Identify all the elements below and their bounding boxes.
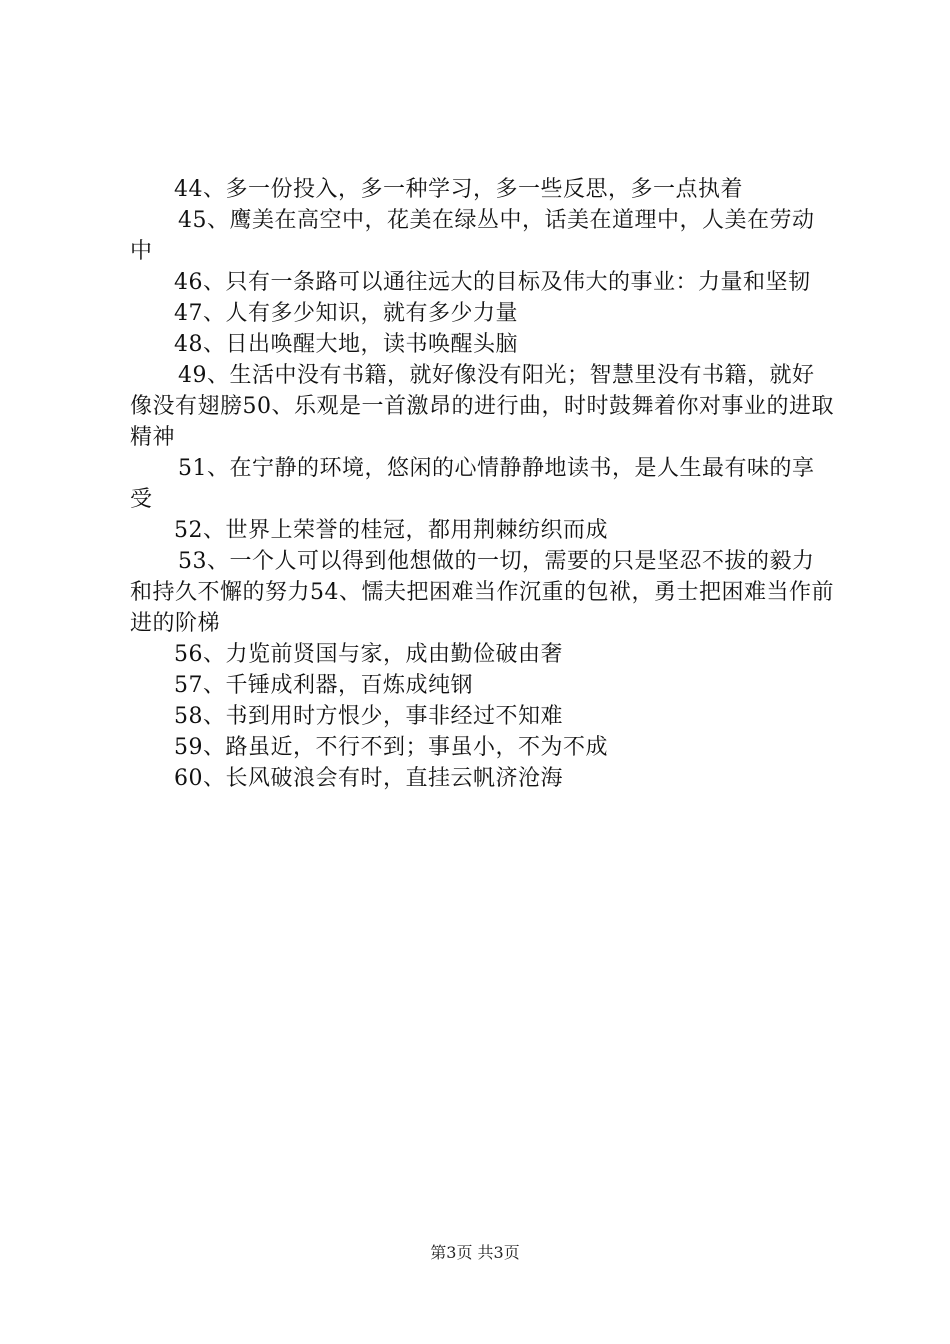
paragraph-45: 45、鹰美在高空中，花美在绿丛中，话美在道理中，人美在劳动中 xyxy=(130,208,815,264)
paragraph-48: 48、日出唤醒大地，读书唤醒头脑 xyxy=(174,332,518,357)
paragraph-57: 57、千锤成利器，百炼成纯钢 xyxy=(174,673,473,698)
paragraph-59: 59、路虽近，不行不到；事虽小，不为不成 xyxy=(174,735,608,760)
page-number-footer: 第3页 共3页 xyxy=(430,1243,520,1262)
paragraph-58: 58、书到用时方恨少，事非经过不知难 xyxy=(174,704,563,729)
paragraph-51: 51、在宁静的环境，悠闲的心情静静地读书，是人生最有味的享受 xyxy=(130,456,815,512)
paragraph-52: 52、世界上荣誉的桂冠，都用荆棘纺织而成 xyxy=(174,518,608,543)
document-body xyxy=(130,174,835,794)
paragraph-47: 47、人有多少知识，就有多少力量 xyxy=(174,301,518,326)
paragraph-60: 60、长风破浪会有时，直挂云帆济沧海 xyxy=(174,766,563,791)
paragraph-56: 56、力览前贤国与家，成由勤俭破由奢 xyxy=(174,642,563,667)
paragraph-49-50: 49、生活中没有书籍，就好像没有阳光；智慧里没有书籍，就好像没有翅膀50、乐观是一首激昂的进行曲，时时鼓舞着你对事业的进取精神 xyxy=(130,363,834,450)
paragraph-46: 46、只有一条路可以通往远大的目标及伟大的事业：力量和坚韧 xyxy=(174,270,811,295)
paragraph-44: 44、多一份投入，多一种学习，多一些反思，多一点执着 xyxy=(174,177,743,202)
paragraph-53-54: 53、一个人可以得到他想做的一切，需要的只是坚忍不拔的毅力和持久不懈的努力54、懦夫把困难当作沉重的包袱，勇士把困难当作前进的阶梯 xyxy=(130,549,834,636)
